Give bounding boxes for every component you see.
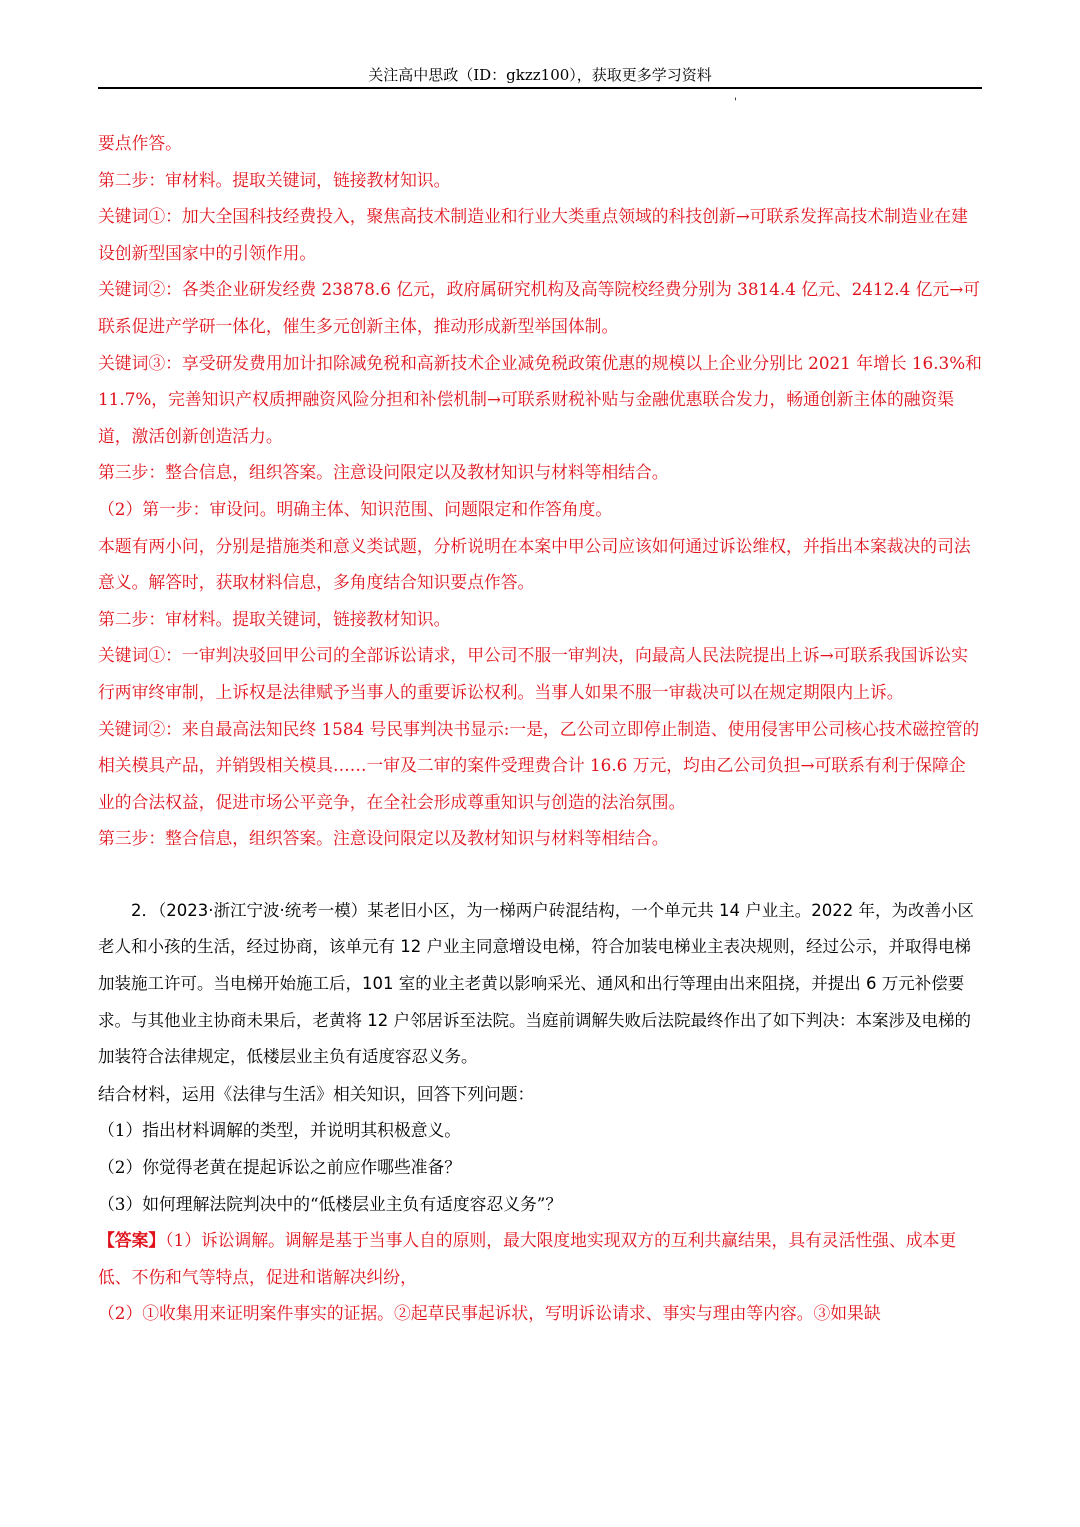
paragraph: （2）第一步：审设问。明确主体、知识范围、问题限定和作答角度。: [98, 498, 613, 519]
answer-paragraph: [98, 1222, 982, 1295]
paragraph: 要点作答。: [98, 133, 182, 153]
paragraph: 关键词③：享受研发费用加计扣除减免税和高新技术企业减免税政策优惠的规模以上企业分别比 2021 年增长 16.3%和 11.7%，完善知识产权质押融资风险分担和补偿机制→可联系财税补贴与金融优惠联合发力，畅通创新主体的融资渠道，激活创新创造活力。: [98, 352, 982, 446]
paragraph: 本题有两小问，分别是措施类和意义类试题，分析说明在本案中甲公司应该如何通过诉讼维权，并指出本案裁决的司法意义。解答时，获取材料信息，多角度结合知识要点作答。: [98, 535, 971, 593]
paragraph: 第三步：整合信息，组织答案。注意设问限定以及教材知识与材料等相结合。: [98, 462, 669, 483]
page-header-title: 关注高中思政（ID：gkzz100），获取更多学习资料: [368, 66, 712, 84]
paragraph: 关键词①：加大全国科技经费投入，聚焦高技术制造业和行业大类重点领域的科技创新→可联系发挥高技术制造业在建设创新型国家中的引领作用。: [98, 206, 968, 263]
answer-tag: 【答案】: [98, 1230, 166, 1251]
header-tick-mark: ': [734, 97, 737, 108]
answer-text-2: （2）①收集用来证明案件事实的证据。②起草民事起诉状，写明诉讼请求、事实与理由等内容。③如果缺: [98, 1303, 881, 1324]
paragraph: 第三步：整合信息，组织答案。注意设问限定以及教材知识与材料等相结合。: [98, 828, 669, 849]
question-prompt: 结合材料，运用《法律与生活》相关知识，回答下列问题：: [98, 1083, 535, 1104]
paragraph: 关键词②：各类企业研发经费 23878.6 亿元，政府属研究机构及高等院校经费分别为 3814.4 亿元、2412.4 亿元→可联系促进产学研一体化，催生多元创新主体，推动形成新型举国体制。: [98, 279, 981, 336]
header-divider: [98, 87, 982, 89]
paragraph: 关键词①：一审判决驳回甲公司的全部诉讼请求，甲公司不服一审判决，向最高人民法院提出上诉→可联系我国诉讼实行两审终审制，上诉权是法律赋予当事人的重要诉讼权利。当事人如果不服一审裁决可以在规定期限内上诉。: [98, 645, 968, 702]
answer-text-1: （1）诉讼调解。调解是基于当事人自的原则，最大限度地实现双方的互利共赢结果，具有灵活性强、成本更低、不伤和气等特点，促进和谐解决纠纷，: [98, 1230, 957, 1287]
question-item: （3）如何理解法院判决中的“低楼层业主负有适度容忍义务”？: [98, 1193, 563, 1214]
question-item: （1）指出材料调解的类型，并说明其积极意义。: [98, 1120, 462, 1141]
question-stem: 2．（2023·浙江宁波·统考一模）某老旧小区，为一梯两户砖混结构，一个单元共 14 户业主。2022 年，为改善小区老人和小孩的生活，经过协商，该单元有 12 户业主同意增设电梯，符合加装电梯业主表决规则，经过公示，并取得电梯加装施工许可。当电梯开始施工后，101 室的业主老黄以影响采光、通风和出行等理由出来阻挠，并提出 6 万元补偿要求。与其他业主协商未果后，老黄将 12 户邻居诉至法院。当庭前调解失败后法院最终作出了如下判决：本案涉及电梯的加装符合法律规定，低楼层业主负有适度容忍义务。: [98, 900, 974, 1067]
section-gap: [98, 857, 982, 893]
paragraph: 第二步：审材料。提取关键词，链接教材知识。: [98, 608, 451, 629]
paragraph: 关键词②：来自最高法知民终 1584 号民事判决书显示:一是，乙公司立即停止制造、使用侵害甲公司核心技术磁控管的相关模具产品，并销毁相关模具……一审及二审的案件受理费合计 16.6 万元，均由乙公司负担→可联系有利于保障企业的合法权益，促进市场公平竞争，在全社会形成尊重知识与创造的法治氛围。: [98, 718, 980, 812]
question-item: （2）你觉得老黄在提起诉讼之前应作哪些准备？: [98, 1157, 462, 1178]
paragraph: 第二步：审材料。提取关键词，链接教材知识。: [98, 169, 451, 190]
document-body: [98, 125, 982, 1332]
